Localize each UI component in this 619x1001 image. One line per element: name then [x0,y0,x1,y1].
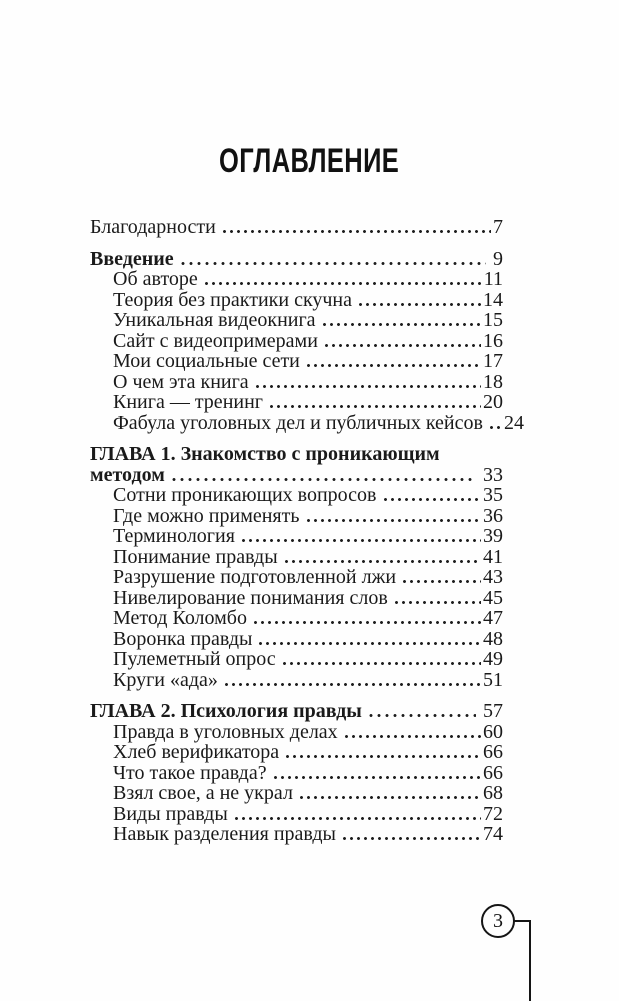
toc-entry-label: Понимание правды [113,545,278,568]
toc-entry-page: 11 [483,268,503,290]
toc-entry-label: Книга — тренинг [113,391,263,413]
dot-leader [252,621,481,624]
toc-entry [90,372,503,393]
toc-entry-page: 45 [483,586,503,609]
toc-entry [90,567,503,588]
toc-entry-line [90,217,503,238]
toc-entry [90,629,503,650]
toc-entry-page: 14 [483,288,503,311]
toc-entry-page: 68 [483,782,503,804]
toc-entry-label: Где можно применять [113,504,300,527]
toc-entry-page: 48 [483,627,503,650]
toc-entry-label: методом [90,463,165,486]
dot-leader [343,735,481,738]
toc-entry [90,331,503,352]
dot-leader [283,560,481,563]
toc-entry-page: 15 [483,309,503,331]
toc-entry [90,506,503,527]
toc-entry-line [90,701,503,722]
toc-entry-label: Что такое правда? [113,761,267,784]
toc-entry-line [113,310,503,331]
toc-entry [90,783,503,804]
dot-leader [233,817,481,820]
toc-entry-line [113,567,503,588]
toc-entry-line [90,249,503,270]
dot-leader [321,323,481,326]
toc-entry-page: 16 [483,329,503,352]
dot-leader [223,683,481,686]
toc-entry-page: 18 [483,370,503,393]
toc-entry [90,722,503,743]
toc-entry-line [113,392,503,413]
dot-leader [221,230,491,233]
toc-entry [90,526,503,547]
toc-entry-label: Сайт с видеопримерами [113,329,318,352]
toc-entry-label: Об авторе [113,268,198,290]
toc-entry [90,804,503,825]
toc-entry-label: Мои социальные сети [113,350,300,372]
toc-entry-label: Уникальная видеокнига [113,309,316,331]
toc-entry [90,411,524,434]
page-marker-horizontal-line [513,920,530,922]
toc-entry [90,310,503,331]
toc-entry-line [113,670,503,691]
toc-entry [90,763,503,784]
dot-leader [488,426,502,429]
toc-entry-page: 60 [483,720,503,743]
dot-leader [393,601,481,604]
toc-entry [90,824,503,845]
dot-leader [367,714,476,717]
toc-entry [90,217,503,238]
toc-entry-page: 57 [483,700,503,722]
toc-entry-page: 47 [483,607,503,629]
toc-entry [90,392,503,413]
toc-entry-line [113,608,503,629]
toc-entry-page: 41 [483,545,503,568]
toc-entry [90,742,503,763]
dot-leader [272,776,481,779]
toc-entry [90,269,503,290]
page-title-text: ОГЛАВЛЕНИЕ [219,142,400,180]
dot-leader [240,539,481,542]
toc-entry-label: ГЛАВА 1. Знакомство с проникающим [90,443,440,465]
dot-leader [268,405,481,408]
toc-entry-label: Сотни проникающих вопросов [113,484,377,506]
toc-entry-line [113,372,503,393]
toc-entry-line [113,485,503,506]
toc-entry-label: Терминология [113,525,235,547]
toc-entry-line [113,290,503,311]
toc-entry-line [113,526,503,547]
toc-entry-page: 33 [483,463,503,486]
toc-entry-page: 72 [483,802,503,825]
toc-entry-line [113,783,503,804]
toc-entry-label: Разрушение подготовленной лжи [113,566,397,588]
toc-entry [90,249,503,270]
toc-entry-page: 20 [483,391,503,413]
toc-entry [90,701,503,722]
dot-leader [305,519,482,522]
toc-entry [90,290,503,311]
toc-entry-line [113,351,503,372]
table-of-contents [90,216,524,845]
toc-entry-label: Фабула уголовных дел и публичных кейсов [113,411,483,434]
toc-entry-label: ГЛАВА 2. Психология правды [90,700,362,722]
page-number-badge [481,904,515,938]
toc-entry-line [113,763,503,784]
toc-entry-label: Нивелирование понимания слов [113,586,388,609]
dot-leader [281,662,481,665]
dot-leader [257,642,481,645]
dot-leader [298,796,481,799]
toc-entry-page: 7 [493,216,503,238]
dot-leader [341,837,481,840]
toc-entry-page: 39 [483,525,503,547]
toc-entry [90,649,503,670]
toc-entry-label: Взял свое, а не украл [113,782,293,804]
toc-entry-line [113,588,503,609]
page-number: 3 [493,909,503,932]
toc-entry-label: Воронка правды [113,627,253,650]
dot-leader [401,580,481,583]
toc-entry [90,608,503,629]
toc-entry-page: 24 [503,411,524,434]
toc-entry-line [113,804,503,825]
toc-entry-line [113,506,503,527]
toc-entry-label: Введение [90,247,174,270]
toc-entry-line [113,722,503,743]
toc-entry-page: 9 [493,247,503,270]
toc-entry-label: О чем эта книга [113,370,249,393]
dot-leader [203,282,482,285]
toc-entry-label: Пулеметный опрос [113,648,276,670]
toc-entry-label: Теория без практики скучна [113,288,353,311]
dot-leader [284,755,481,758]
toc-entry-line [90,444,503,465]
toc-entry-label: Навык разделения правды [113,823,336,845]
dot-leader [357,303,481,306]
toc-entry-line [113,269,503,290]
toc-entry-label: Благодарности [90,216,216,238]
toc-entry-line [113,824,503,845]
toc-entry [90,444,503,485]
toc-entry-label: Метод Коломбо [113,607,247,629]
toc-entry [90,351,503,372]
dot-leader [382,498,482,501]
dot-leader [170,478,476,481]
toc-entry [90,670,503,691]
toc-entry-page: 17 [483,350,503,372]
toc-entry-line [113,649,503,670]
toc-entry-page: 66 [483,761,503,784]
toc-entry-label: Хлеб верификатора [113,741,280,763]
toc-entry-line [113,742,503,763]
toc-entry-line [113,331,503,352]
toc-entry-line [113,411,524,434]
toc-entry-page: 35 [483,484,503,506]
toc-entry-label: Виды правды [113,802,228,825]
toc-entry-line [113,629,503,650]
toc-entry-page: 66 [483,741,503,763]
page-marker-vertical-line [529,920,531,1001]
toc-entry-page: 51 [483,668,503,691]
dot-leader [254,385,481,388]
toc-entry-label: Правда в уголовных делах [113,720,338,743]
toc-entry [90,588,503,609]
toc-entry-page: 36 [483,504,503,527]
dot-leader [305,364,481,367]
toc-entry-line [113,547,503,568]
toc-entry-page: 43 [483,566,503,588]
toc-entry-label: Круги «ада» [113,668,218,691]
toc-entry [90,547,503,568]
toc-entry [90,485,503,506]
toc-entry-page: 49 [483,648,503,670]
dot-leader [323,344,481,347]
page-title [0,142,619,181]
toc-entry-line [90,465,503,486]
toc-entry-page: 74 [483,823,503,845]
dot-leader [179,262,486,265]
